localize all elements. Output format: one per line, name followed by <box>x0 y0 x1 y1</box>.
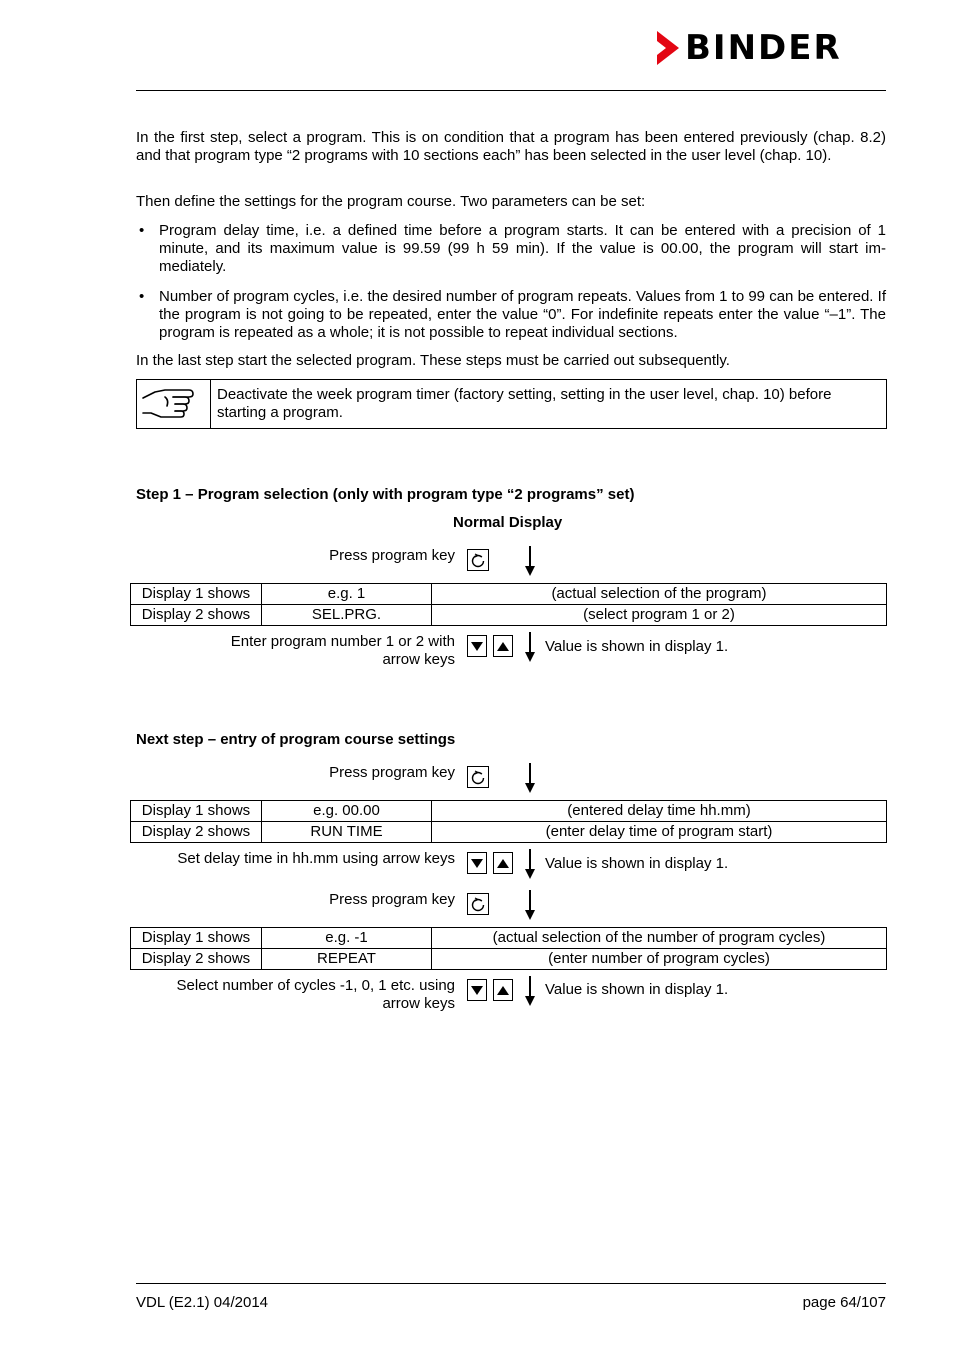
table-cell: RUN TIME <box>262 822 432 843</box>
table-cell: Display 1 shows <box>131 928 262 949</box>
brand-chevron-icon <box>655 31 681 65</box>
triangle-down-icon <box>468 636 486 656</box>
intro-paragraph-3: In the last step start the selected program. These steps must be carried out subsequently. <box>136 352 730 369</box>
footer-divider <box>136 1283 886 1284</box>
down-arrow-icon <box>524 890 536 920</box>
down-arrow-icon <box>524 849 536 879</box>
table-row <box>131 801 887 822</box>
binder-logo <box>655 28 887 68</box>
press-program-key-label: Press program key <box>329 891 455 908</box>
footer-doc-id: VDL (E2.1) 04/2014 <box>136 1294 269 1311</box>
arrow-up-key[interactable] <box>493 635 513 657</box>
program-key-button[interactable] <box>467 893 489 915</box>
table-cell: (enter number of program cycles) <box>432 949 887 970</box>
arrow-down-key[interactable] <box>467 635 487 657</box>
table-cell: REPEAT <box>262 949 432 970</box>
table-cell: e.g. -1 <box>262 928 432 949</box>
triangle-up-icon <box>494 853 512 873</box>
program-key-button[interactable] <box>467 766 489 788</box>
brand-name: BINDER <box>685 28 842 68</box>
value-shown-label: Value is shown in display 1. <box>545 638 729 655</box>
enter-program-number-label: Enter program number 1 or 2 with arrow keys <box>230 633 455 668</box>
note-text: Deactivate the week program timer (factory setting, setting in the user level, chap. 10) before starting a program. <box>217 386 832 421</box>
table-cell: Display 2 shows <box>131 949 262 970</box>
triangle-down-icon <box>468 980 486 1000</box>
arrow-down-key[interactable] <box>467 979 487 1001</box>
pointing-hand-icon <box>137 380 211 428</box>
table-row <box>131 822 887 843</box>
table-cell: (entered delay time hh.mm) <box>432 801 887 822</box>
step1-display-table <box>130 583 887 626</box>
value-shown-label: Value is shown in display 1. <box>545 855 729 872</box>
program-key-icon <box>468 550 488 570</box>
intro-paragraph-1: In the first step, select a program. This is on condition that a program has been entered previously (chap. 8.2) and that program type “2 programs with 10 sections each” has been selected in the user level (chap. 10). <box>136 129 886 164</box>
down-arrow-icon <box>524 546 536 576</box>
intro-paragraph-2: Then define the settings for the program course. Two parameters can be set: <box>136 193 646 210</box>
triangle-up-icon <box>494 636 512 656</box>
arrow-up-key[interactable] <box>493 979 513 1001</box>
bullet-icon: • <box>139 288 145 305</box>
table-cell: Display 2 shows <box>131 822 262 843</box>
normal-display-label: Normal Display <box>453 514 563 531</box>
header-divider <box>136 90 886 91</box>
press-program-key-label: Press program key <box>329 764 455 781</box>
table-cell: Display 1 shows <box>131 584 262 605</box>
step2-display-table-a <box>130 800 887 843</box>
select-cycles-label: Select number of cycles -1, 0, 1 etc. using arrow keys <box>176 977 455 1012</box>
arrow-up-key[interactable] <box>493 852 513 874</box>
program-key-button[interactable] <box>467 549 489 571</box>
down-arrow-icon <box>524 976 536 1006</box>
table-row <box>131 584 887 605</box>
footer-page-number: page 64/107 <box>802 1294 886 1311</box>
table-cell: (actual selection of the number of program cycles) <box>432 928 887 949</box>
table-row <box>131 928 887 949</box>
bullet-icon: • <box>139 222 145 239</box>
step2-heading: Next step – entry of program course settings <box>136 731 456 748</box>
down-arrow-icon <box>524 763 536 793</box>
down-arrow-icon <box>524 632 536 662</box>
table-row <box>131 949 887 970</box>
press-program-key-label: Press program key <box>329 547 455 564</box>
arrow-down-key[interactable] <box>467 852 487 874</box>
table-row <box>131 605 887 626</box>
table-cell: e.g. 00.00 <box>262 801 432 822</box>
note-box <box>136 379 887 429</box>
value-shown-label: Value is shown in display 1. <box>545 981 729 998</box>
set-delay-label: Set delay time in hh.mm using arrow keys <box>177 850 455 867</box>
step2-display-table-b <box>130 927 887 970</box>
table-cell: (actual selection of the program) <box>432 584 887 605</box>
bullet-item: Number of program cycles, i.e. the desired number of program repeats. Values from 1 to 99 can be entered. If the program is not going to be repeated, enter the value “0”. For indefinite repeats enter the value “–1”. The program is repeated as a whole; it is not possible to repeat individual sections. <box>159 288 886 341</box>
step1-heading: Step 1 – Program selection (only with program type “2 programs” set) <box>136 486 635 503</box>
program-key-icon <box>468 767 488 787</box>
triangle-down-icon <box>468 853 486 873</box>
triangle-up-icon <box>494 980 512 1000</box>
table-cell: Display 2 shows <box>131 605 262 626</box>
table-cell: SEL.PRG. <box>262 605 432 626</box>
bullet-item: Program delay time, i.e. a defined time before a program starts. It can be entered with a precision of 1 minute, and its maximum value is 99.59 (99 h 59 min). If the value is 00.00, the program will start im-mediately. <box>159 222 886 275</box>
table-cell: (select program 1 or 2) <box>432 605 887 626</box>
table-cell: Display 1 shows <box>131 801 262 822</box>
table-cell: e.g. 1 <box>262 584 432 605</box>
table-cell: (enter delay time of program start) <box>432 822 887 843</box>
program-key-icon <box>468 894 488 914</box>
